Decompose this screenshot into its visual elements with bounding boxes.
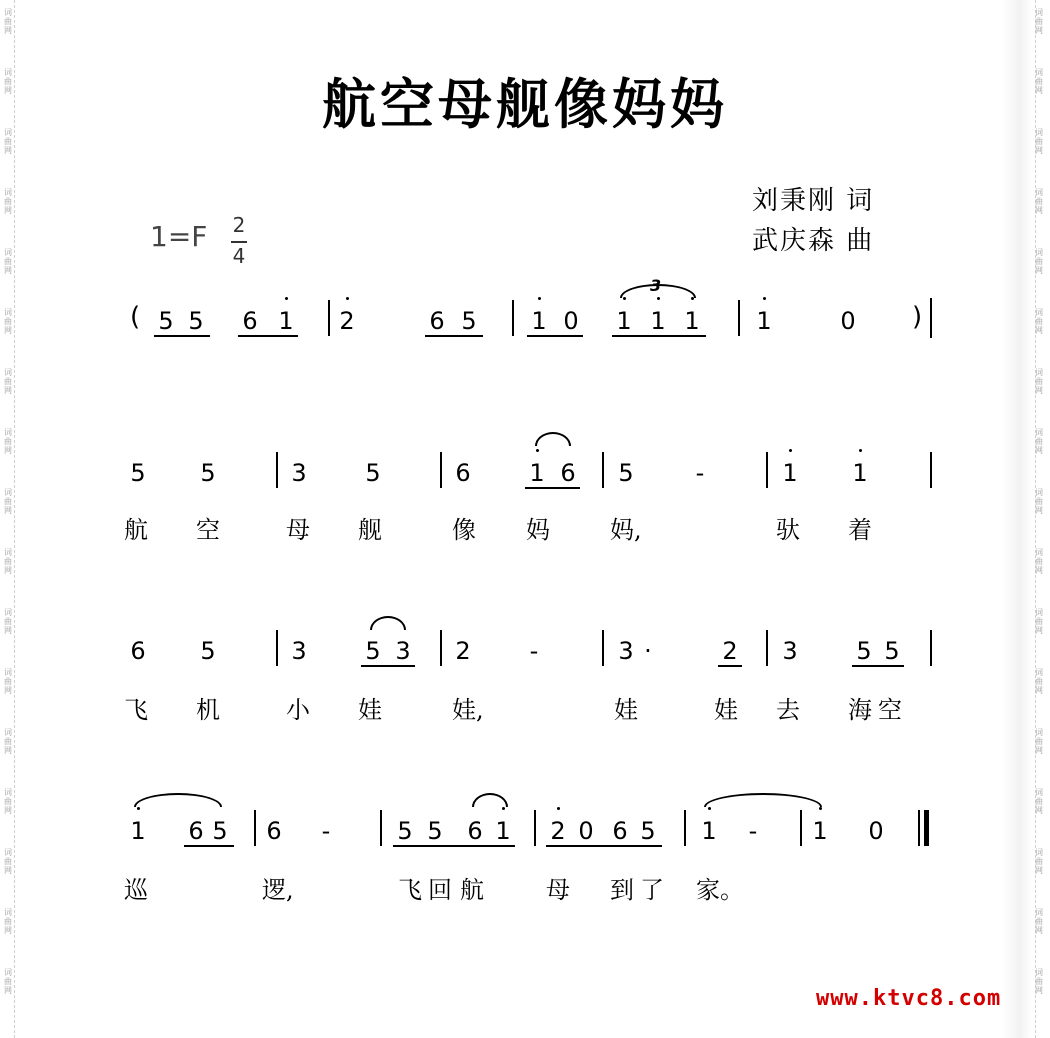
watermark-char: 曲: [1035, 377, 1043, 386]
watermark-char: 词: [1035, 848, 1043, 857]
note: 6: [467, 817, 483, 845]
bar-line: [254, 810, 256, 846]
bar-line: [930, 298, 932, 338]
watermark-char: 曲: [4, 197, 12, 206]
watermark-char: 曲: [4, 377, 12, 386]
note: 6: [429, 307, 445, 335]
watermark-char: 网: [4, 986, 12, 995]
bar-line: [930, 630, 932, 666]
lyric: 妈,: [610, 516, 642, 544]
eighth-underline: [852, 665, 904, 667]
lyric: 娃: [614, 696, 638, 724]
lyric: 母: [286, 516, 310, 544]
watermark-char: 网: [1035, 686, 1043, 695]
watermark-char: 网: [1035, 566, 1043, 575]
lyric: 飞: [398, 876, 422, 904]
bar-line: [440, 630, 442, 666]
lyric: 机: [196, 696, 220, 724]
note-dash: -: [321, 817, 331, 845]
bar-line: [328, 300, 330, 336]
watermark-char: 曲: [1035, 77, 1043, 86]
watermark-char: 网: [1035, 266, 1043, 275]
note: 5: [365, 459, 381, 487]
final-bar-thin: [918, 810, 920, 846]
watermark-char: 曲: [4, 317, 12, 326]
lyric: 到: [610, 876, 634, 904]
watermark-char: 网: [4, 26, 12, 35]
watermark-char: 网: [4, 146, 12, 155]
watermark-char: 网: [1035, 866, 1043, 875]
note: 5: [158, 307, 174, 335]
note: 0: [563, 307, 579, 335]
high-octave-dot: [789, 449, 792, 452]
watermark-text: [1034, 548, 1044, 575]
watermark-char: 网: [1035, 26, 1043, 35]
watermark-text: [3, 788, 13, 815]
watermark-char: 网: [4, 686, 12, 695]
lyric: 去: [776, 696, 800, 724]
watermark-char: 词: [4, 428, 12, 437]
watermark-text: [3, 488, 13, 515]
watermark-char: 曲: [1035, 317, 1043, 326]
lyric: 娃: [714, 696, 738, 724]
high-octave-dot: [708, 807, 711, 810]
watermark-char: 词: [1035, 908, 1043, 917]
watermark-char: 网: [4, 746, 12, 755]
note: 1: [852, 459, 868, 487]
eighth-underline: [238, 335, 298, 337]
watermark-char: 曲: [4, 857, 12, 866]
bar-line: [738, 300, 740, 336]
note: 5: [212, 817, 228, 845]
watermark-char: 曲: [1035, 977, 1043, 986]
bar-line: [276, 630, 278, 666]
note: 1: [278, 307, 294, 335]
high-octave-dot: [859, 449, 862, 452]
eighth-underline: [525, 487, 580, 489]
note: 2: [550, 817, 566, 845]
watermark-char: 词: [4, 308, 12, 317]
watermark-text: [3, 608, 13, 635]
watermark-char: 词: [1035, 8, 1043, 17]
note: 1: [782, 459, 798, 487]
watermark-char: 词: [4, 548, 12, 557]
watermark-char: 网: [4, 386, 12, 395]
note: 5: [188, 307, 204, 335]
high-octave-dot: [346, 297, 349, 300]
note: 2: [722, 637, 738, 665]
note: 1: [756, 307, 772, 335]
triplet-number: 3: [650, 276, 662, 295]
watermark-char: 词: [1035, 308, 1043, 317]
watermark-char: 曲: [4, 17, 12, 26]
lyricist-credit: 刘秉刚 词: [752, 186, 875, 216]
high-octave-dot: [137, 807, 140, 810]
note: 0: [578, 817, 594, 845]
high-octave-dot: [285, 297, 288, 300]
bar-line: [380, 810, 382, 846]
watermark-text: [1034, 308, 1044, 335]
watermark-char: 词: [1035, 728, 1043, 737]
bar-line: [276, 452, 278, 488]
watermark-text: [3, 248, 13, 275]
high-octave-dot: [557, 807, 560, 810]
note-dash: -: [695, 459, 705, 487]
watermark-text: [1034, 488, 1044, 515]
note: 1: [529, 459, 545, 487]
lyric: 母: [546, 876, 570, 904]
eighth-underline: [154, 335, 210, 337]
bar-line: [766, 452, 768, 488]
watermark-char: 曲: [1035, 917, 1043, 926]
watermark-char: 词: [4, 608, 12, 617]
watermark-char: 曲: [1035, 617, 1043, 626]
lyric: 家。: [696, 876, 744, 904]
note: 6: [188, 817, 204, 845]
watermark-char: 曲: [4, 557, 12, 566]
composer-credit: 武庆森 曲: [752, 226, 875, 256]
time-signature-line: [231, 241, 247, 243]
watermark-text: [1034, 848, 1044, 875]
close-paren: ): [912, 302, 923, 332]
note: 1: [531, 307, 547, 335]
watermark-text: [1034, 788, 1044, 815]
tie-arc: [370, 616, 406, 630]
watermark-text: [1034, 908, 1044, 935]
watermark-char: 词: [4, 248, 12, 257]
lyric: 空: [878, 696, 902, 724]
watermark-char: 网: [4, 566, 12, 575]
lyric: 逻,: [262, 876, 294, 904]
watermark-char: 网: [4, 446, 12, 455]
note: 5: [130, 459, 146, 487]
watermark-char: 网: [4, 806, 12, 815]
lyric: 空: [196, 516, 220, 544]
watermark-char: 曲: [4, 797, 12, 806]
watermark-char: 词: [4, 368, 12, 377]
watermark-char: 词: [1035, 188, 1043, 197]
watermark-char: 网: [4, 86, 12, 95]
watermark-char: 词: [4, 848, 12, 857]
note: 3: [291, 459, 307, 487]
note: 6: [266, 817, 282, 845]
watermark-char: 词: [4, 488, 12, 497]
bar-line: [800, 810, 802, 846]
watermark-char: 词: [4, 788, 12, 797]
right-watermark-strip: [1035, 0, 1050, 1038]
note-dash: -: [529, 637, 539, 665]
bar-line: [930, 452, 932, 488]
watermark-char: 曲: [1035, 137, 1043, 146]
time-signature-top: 2: [232, 213, 246, 237]
lyric: 回: [428, 876, 452, 904]
watermark-char: 网: [1035, 146, 1043, 155]
watermark-char: 词: [4, 188, 12, 197]
note: 5: [397, 817, 413, 845]
high-octave-dot: [763, 297, 766, 300]
watermark-char: 曲: [1035, 857, 1043, 866]
bar-line: [534, 810, 536, 846]
note: 5: [461, 307, 477, 335]
lyric: 飞: [124, 696, 148, 724]
note: 3: [782, 637, 798, 665]
note: 5: [618, 459, 634, 487]
lyric: 航: [124, 516, 148, 544]
lyric: 小: [286, 696, 310, 724]
watermark-text: [1034, 968, 1044, 995]
watermark-char: 曲: [4, 77, 12, 86]
watermark-char: 曲: [1035, 677, 1043, 686]
note: 5: [365, 637, 381, 665]
watermark-char: 曲: [1035, 497, 1043, 506]
watermark-char: 网: [4, 326, 12, 335]
watermark-text: [3, 548, 13, 575]
watermark-char: 曲: [4, 437, 12, 446]
note: 5: [427, 817, 443, 845]
watermark-char: 词: [1035, 548, 1043, 557]
note: 1: [701, 817, 717, 845]
watermark-char: 网: [4, 626, 12, 635]
song-title: 航空母舰像妈妈: [322, 72, 728, 136]
watermark-char: 网: [1035, 326, 1043, 335]
note: 5: [884, 637, 900, 665]
note: 3: [291, 637, 307, 665]
bar-line: [602, 452, 604, 488]
watermark-char: 曲: [4, 977, 12, 986]
watermark-char: 网: [1035, 506, 1043, 515]
watermark-char: 曲: [4, 677, 12, 686]
note: 2: [339, 307, 355, 335]
tie-arc: [472, 793, 508, 807]
watermark-char: 词: [4, 668, 12, 677]
high-octave-dot: [536, 449, 539, 452]
watermark-text: [3, 668, 13, 695]
lyric: 妈: [526, 516, 550, 544]
watermark-char: 网: [4, 866, 12, 875]
watermark-char: 网: [4, 926, 12, 935]
eighth-underline: [612, 335, 706, 337]
tie-arc: [704, 793, 822, 807]
watermark-char: 网: [1035, 806, 1043, 815]
lyric: 巡: [124, 876, 148, 904]
watermark-char: 曲: [4, 737, 12, 746]
lyric: 海: [848, 696, 872, 724]
note: 6: [455, 459, 471, 487]
lyric: 了: [640, 876, 664, 904]
lyric: 像: [452, 516, 476, 544]
note: 1: [812, 817, 828, 845]
bar-line: [512, 300, 514, 336]
watermark-text: [3, 908, 13, 935]
watermark-char: 词: [1035, 428, 1043, 437]
watermark-text: [3, 968, 13, 995]
watermark-char: 词: [1035, 968, 1043, 977]
eighth-underline: [546, 845, 662, 847]
watermark-text: [1034, 368, 1044, 395]
site-watermark: www.ktvc8.com: [816, 986, 1002, 1011]
note: 1: [684, 307, 700, 335]
watermark-char: 曲: [1035, 737, 1043, 746]
watermark-char: 曲: [4, 917, 12, 926]
watermark-char: 网: [1035, 746, 1043, 755]
sixteenth-underline: [718, 665, 742, 667]
high-octave-dot: [502, 807, 505, 810]
note: 6: [560, 459, 576, 487]
lyric: 着: [848, 516, 872, 544]
note: 6: [130, 637, 146, 665]
watermark-char: 词: [1035, 488, 1043, 497]
watermark-char: 词: [1035, 68, 1043, 77]
watermark-char: 曲: [4, 617, 12, 626]
eighth-underline: [425, 335, 483, 337]
watermark-char: 词: [4, 8, 12, 17]
note: 1: [650, 307, 666, 335]
lyric: 驮: [776, 516, 800, 544]
note: 0: [840, 307, 856, 335]
final-bar-thick: [924, 810, 929, 846]
bar-line: [766, 630, 768, 666]
high-octave-dot: [538, 297, 541, 300]
time-signature-bottom: 4: [232, 244, 246, 268]
watermark-char: 词: [1035, 128, 1043, 137]
watermark-text: [3, 848, 13, 875]
eighth-underline: [527, 335, 583, 337]
eighth-underline: [393, 845, 515, 847]
watermark-char: 词: [1035, 788, 1043, 797]
note: 1: [495, 817, 511, 845]
note: 0: [868, 817, 884, 845]
watermark-text: [1034, 668, 1044, 695]
watermark-char: 词: [4, 68, 12, 77]
watermark-text: [3, 8, 13, 35]
high-octave-dot: [819, 807, 822, 810]
watermark-text: [1034, 248, 1044, 275]
watermark-char: 词: [1035, 668, 1043, 677]
watermark-char: 网: [4, 266, 12, 275]
watermark-char: 词: [1035, 608, 1043, 617]
watermark-char: 网: [1035, 206, 1043, 215]
note: 5: [856, 637, 872, 665]
watermark-char: 词: [1035, 248, 1043, 257]
note: 5: [200, 637, 216, 665]
watermark-char: 曲: [1035, 17, 1043, 26]
key-signature: 1=F: [150, 220, 208, 253]
watermark-char: 词: [1035, 368, 1043, 377]
watermark-char: 网: [1035, 86, 1043, 95]
watermark-char: 词: [4, 128, 12, 137]
bar-line: [602, 630, 604, 666]
tie-arc: [134, 793, 222, 807]
watermark-char: 曲: [4, 137, 12, 146]
watermark-text: [3, 308, 13, 335]
note: 1: [130, 817, 146, 845]
watermark-char: 网: [1035, 626, 1043, 635]
watermark-char: 曲: [1035, 437, 1043, 446]
note: 6: [242, 307, 258, 335]
watermark-char: 词: [4, 908, 12, 917]
watermark-text: [3, 188, 13, 215]
watermark-char: 网: [1035, 446, 1043, 455]
eighth-underline: [361, 665, 415, 667]
lyric: 娃: [358, 696, 382, 724]
watermark-text: [1034, 728, 1044, 755]
watermark-char: 网: [4, 206, 12, 215]
lyric: 航: [460, 876, 484, 904]
lyric: 娃,: [452, 696, 484, 724]
watermark-text: [3, 368, 13, 395]
note: 3: [395, 637, 411, 665]
watermark-char: 曲: [1035, 257, 1043, 266]
augmentation-dot: ·: [644, 637, 652, 665]
watermark-text: [3, 728, 13, 755]
bar-line: [684, 810, 686, 846]
watermark-char: 曲: [4, 497, 12, 506]
watermark-text: [1034, 8, 1044, 35]
watermark-char: 词: [4, 968, 12, 977]
note: 6: [612, 817, 628, 845]
watermark-char: 词: [4, 728, 12, 737]
watermark-char: 网: [4, 506, 12, 515]
note: 1: [616, 307, 632, 335]
note: 3: [618, 637, 634, 665]
watermark-char: 网: [1035, 986, 1043, 995]
watermark-char: 曲: [4, 257, 12, 266]
watermark-text: [1034, 608, 1044, 635]
watermark-char: 曲: [1035, 797, 1043, 806]
watermark-text: [1034, 188, 1044, 215]
watermark-char: 网: [1035, 386, 1043, 395]
eighth-underline: [184, 845, 234, 847]
note: 2: [455, 637, 471, 665]
tie-arc: [535, 432, 571, 446]
watermark-text: [3, 428, 13, 455]
note-dash: -: [748, 817, 758, 845]
watermark-char: 曲: [1035, 557, 1043, 566]
note: 5: [640, 817, 656, 845]
bar-line: [440, 452, 442, 488]
lyric: 舰: [358, 516, 382, 544]
watermark-char: 曲: [1035, 197, 1043, 206]
open-paren: (: [130, 302, 141, 332]
left-watermark-strip: [0, 0, 15, 1038]
watermark-char: 网: [1035, 926, 1043, 935]
note: 5: [200, 459, 216, 487]
page-shadow: [1002, 0, 1032, 1038]
watermark-text: [1034, 428, 1044, 455]
